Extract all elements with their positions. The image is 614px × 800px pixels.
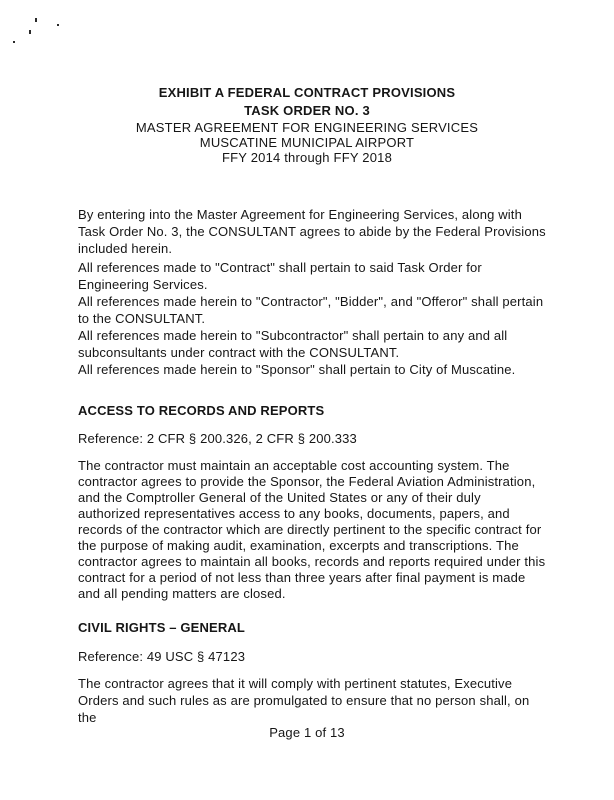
page-number: Page 1 of 13 xyxy=(269,725,345,740)
scan-speck xyxy=(13,41,15,43)
intro-paragraph-3: All references made herein to "Contractor", "Bidder", and "Offeror" shall pertain to the CONSULTANT. xyxy=(78,294,544,326)
master-agreement-subtitle: MASTER AGREEMENT FOR ENGINEERING SERVICES xyxy=(135,120,479,135)
section-heading-access-to-records: ACCESS TO RECORDS AND REPORTS xyxy=(78,403,325,418)
section-reference-access-to-records: Reference: 2 CFR § 200.326, 2 CFR § 200.333 xyxy=(78,431,357,446)
intro-paragraph-2: All references made to "Contract" shall pertain to said Task Order for Engineering Services. xyxy=(78,260,482,292)
airport-subtitle: MUSCATINE MUNICIPAL AIRPORT xyxy=(199,135,415,150)
exhibit-title: EXHIBIT A FEDERAL CONTRACT PROVISIONS xyxy=(158,85,456,100)
scan-speck xyxy=(29,30,31,34)
task-order-title: TASK ORDER NO. 3 xyxy=(244,103,370,118)
document-header xyxy=(0,84,614,165)
section-reference-civil-rights: Reference: 49 USC § 47123 xyxy=(78,649,246,664)
scan-speck xyxy=(57,24,59,26)
fiscal-years-subtitle: FFY 2014 through FFY 2018 xyxy=(221,150,392,165)
intro-paragraph-1: By entering into the Master Agreement for Engineering Services, along with Task Order No. 3, the CONSULTANT agrees to abide by the Federal Provisions included herein. xyxy=(78,207,546,256)
intro-paragraph-5: All references made herein to "Sponsor" shall pertain to City of Muscatine. xyxy=(78,362,516,377)
scan-speck xyxy=(35,18,37,22)
section-body-civil-rights: The contractor agrees that it will comply with pertinent statutes, Executive Orders and such rules as are promulgated to ensure that no person shall, on the xyxy=(78,676,530,725)
section-heading-civil-rights: CIVIL RIGHTS – GENERAL xyxy=(78,620,246,635)
section-body-access-to-records: The contractor must maintain an acceptable cost accounting system. The contractor agrees to provide the Sponsor, the Federal Aviation Administration, and the Comptroller General of the United States or any of their duly authorized representatives access to any books, documents, papers, and records of the contractor which are directly pertinent to the specific contract for the purpose of making audit, examination, excerpts and transcriptions. The contractor agrees to maintain all books, records and reports required under this contract for a period of not less than three years after final payment is made and all pending matters are closed. xyxy=(78,458,546,601)
intro-paragraph-4: All references made herein to "Subcontractor" shall pertain to any and all subconsultants under contract with the CONSULTANT. xyxy=(78,328,508,360)
